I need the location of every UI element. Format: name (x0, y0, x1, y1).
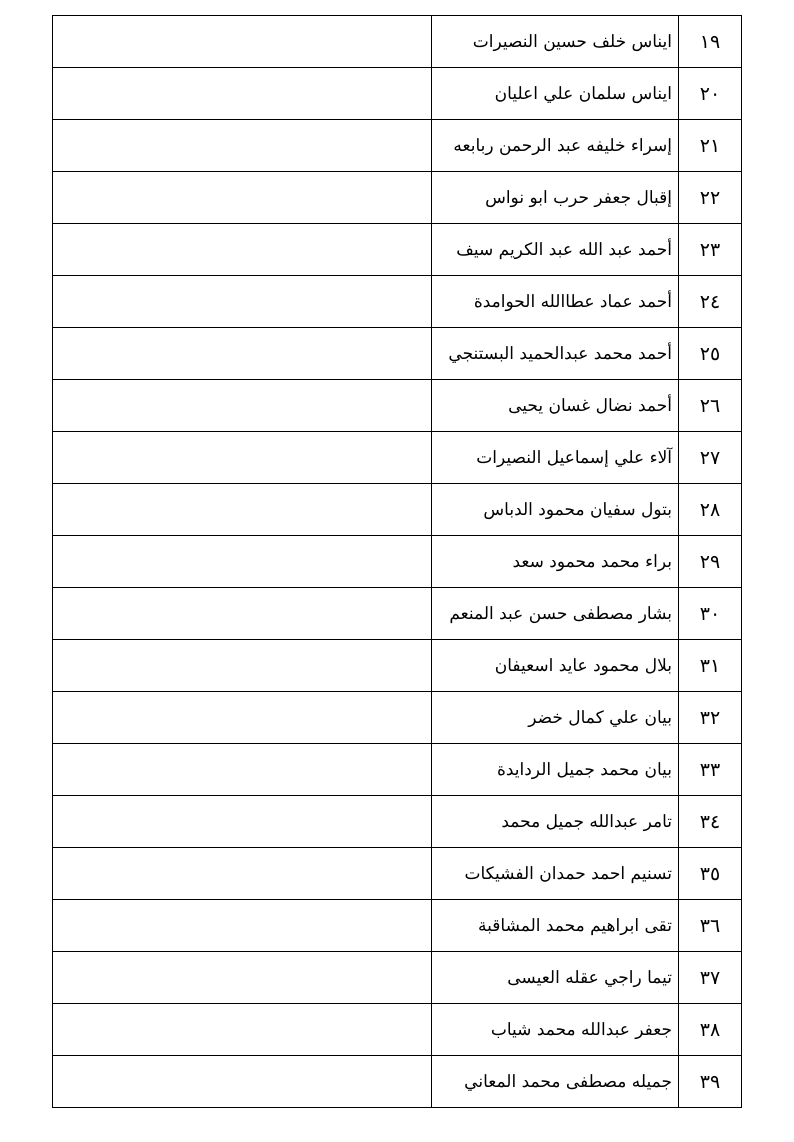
student-name: بشار مصطفى حسن عبد المنعم (432, 588, 679, 640)
table-row (53, 328, 742, 380)
table-row (53, 120, 742, 172)
row-number: ٣٥ (679, 848, 742, 900)
table-row (53, 484, 742, 536)
row-number: ٣٩ (679, 1056, 742, 1108)
empty-cell (53, 796, 432, 848)
empty-cell (53, 484, 432, 536)
empty-cell (53, 640, 432, 692)
table-row (53, 848, 742, 900)
table-row (53, 68, 742, 120)
table-row (53, 588, 742, 640)
row-number: ٣٣ (679, 744, 742, 796)
empty-cell (53, 68, 432, 120)
student-name: جعفر عبدالله محمد شياب (432, 1004, 679, 1056)
empty-cell (53, 432, 432, 484)
row-number: ٣٦ (679, 900, 742, 952)
row-number: ٢٨ (679, 484, 742, 536)
empty-cell (53, 952, 432, 1004)
row-number: ٣١ (679, 640, 742, 692)
student-name: بلال محمود عايد اسعيفان (432, 640, 679, 692)
table-row (53, 1004, 742, 1056)
empty-cell (53, 588, 432, 640)
empty-cell (53, 744, 432, 796)
student-name: تقى ابراهيم محمد المشاقبة (432, 900, 679, 952)
student-name: آلاء علي إسماعيل النصيرات (432, 432, 679, 484)
student-name: أحمد عماد عطاالله الحوامدة (432, 276, 679, 328)
empty-cell (53, 536, 432, 588)
names-table (52, 15, 742, 1108)
row-number: ٢١ (679, 120, 742, 172)
table-row (53, 900, 742, 952)
empty-cell (53, 172, 432, 224)
student-name: أحمد عبد الله عبد الكريم سيف (432, 224, 679, 276)
empty-cell (53, 900, 432, 952)
row-number: ٣٠ (679, 588, 742, 640)
student-name: جميله مصطفى محمد المعاني (432, 1056, 679, 1108)
row-number: ٣٤ (679, 796, 742, 848)
row-number: ٢٥ (679, 328, 742, 380)
student-name: إقبال جعفر حرب ابو نواس (432, 172, 679, 224)
student-name: بيان علي كمال خضر (432, 692, 679, 744)
row-number: ٢٣ (679, 224, 742, 276)
table-row (53, 224, 742, 276)
student-name: أحمد محمد عبدالحميد البستنجي (432, 328, 679, 380)
table-row (53, 276, 742, 328)
empty-cell (53, 1004, 432, 1056)
row-number: ٢٧ (679, 432, 742, 484)
student-name: تيما راجي عقله العيسى (432, 952, 679, 1004)
empty-cell (53, 848, 432, 900)
table-row (53, 640, 742, 692)
row-number: ٢٤ (679, 276, 742, 328)
row-number: ٣٢ (679, 692, 742, 744)
student-name: براء محمد محمود سعد (432, 536, 679, 588)
empty-cell (53, 276, 432, 328)
student-name: بيان محمد جميل الردايدة (432, 744, 679, 796)
row-number: ٣٧ (679, 952, 742, 1004)
student-name: ايناس خلف حسين النصيرات (432, 16, 679, 68)
table-row (53, 744, 742, 796)
table-row (53, 380, 742, 432)
student-name: تسنيم احمد حمدان الفشيكات (432, 848, 679, 900)
empty-cell (53, 224, 432, 276)
names-table-body (53, 16, 742, 1108)
table-row (53, 16, 742, 68)
table-row (53, 796, 742, 848)
table-row (53, 952, 742, 1004)
empty-cell (53, 16, 432, 68)
student-name: أحمد نضال غسان يحيى (432, 380, 679, 432)
student-name: ايناس سلمان علي اعليان (432, 68, 679, 120)
row-number: ١٩ (679, 16, 742, 68)
empty-cell (53, 692, 432, 744)
student-name: تامر عبدالله جميل محمد (432, 796, 679, 848)
student-name: بتول سفيان محمود الدباس (432, 484, 679, 536)
empty-cell (53, 1056, 432, 1108)
row-number: ٣٨ (679, 1004, 742, 1056)
empty-cell (53, 380, 432, 432)
table-row (53, 1056, 742, 1108)
table-row (53, 536, 742, 588)
empty-cell (53, 328, 432, 380)
row-number: ٢٠ (679, 68, 742, 120)
table-row (53, 172, 742, 224)
table-row (53, 692, 742, 744)
row-number: ٢٦ (679, 380, 742, 432)
student-name: إسراء خليفه عبد الرحمن ربابعه (432, 120, 679, 172)
row-number: ٢٩ (679, 536, 742, 588)
row-number: ٢٢ (679, 172, 742, 224)
empty-cell (53, 120, 432, 172)
table-row (53, 432, 742, 484)
